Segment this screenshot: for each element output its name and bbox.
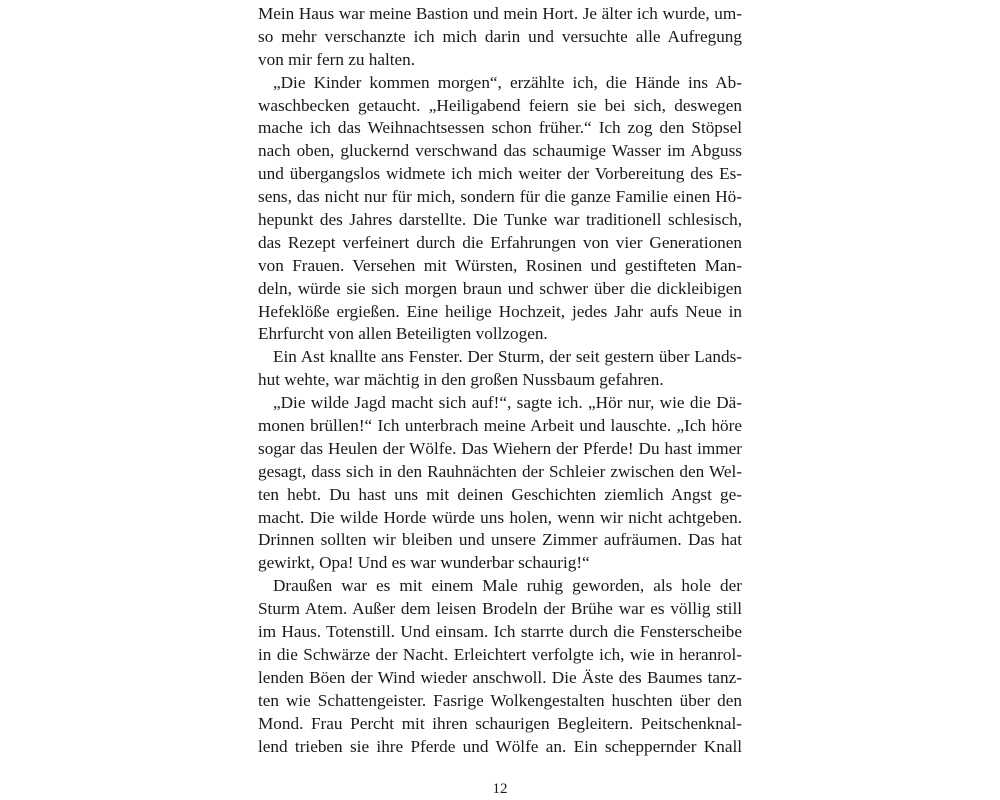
text-line: ten wie Schattengeister. Fasrige Wolkengestalten huschten über den bbox=[258, 690, 742, 710]
text-line: so mehr verschanzte ich mich darin und versuchte alle Aufregung bbox=[258, 26, 742, 46]
text-line: hepunkt des Jahres darstellte. Die Tunke war traditionell schlesisch, bbox=[258, 210, 742, 230]
paragraph-1 bbox=[258, 3, 742, 72]
text-line: mache ich das Weihnachtsessen schon früher.“ Ich zog den Stöpsel bbox=[258, 118, 742, 138]
text-line: Hefeklöße ergießen. Eine heilige Hochzeit, jedes Jahr aufs Neue in bbox=[258, 301, 742, 321]
text-line: gesagt, dass sich in den Rauhnächten der Schleier zwischen den Wel- bbox=[258, 461, 742, 481]
text-line: „Die wilde Jagd macht sich auf!“, sagte ich. „Hör nur, wie die Dä- bbox=[273, 393, 742, 413]
text-line: lenden Böen der Wind wieder anschwoll. Die Äste des Baumes tanz- bbox=[258, 667, 742, 687]
text-line: Ehrfurcht von allen Beteiligten vollzogen. bbox=[258, 324, 548, 344]
text-line: nach oben, gluckernd verschwand das schaumige Wasser im Abguss bbox=[258, 141, 742, 161]
text-line: monen brüllen!“ Ich unterbrach meine Arbeit und lauschte. „Ich höre bbox=[258, 416, 742, 436]
text-line: gewirkt, Opa! Und es war wunderbar schaurig!“ bbox=[258, 553, 590, 573]
text-line: hut wehte, war mächtig in den großen Nussbaum gefahren. bbox=[258, 370, 664, 390]
paragraph-2 bbox=[258, 72, 742, 347]
paragraph-3 bbox=[258, 346, 742, 392]
body-text bbox=[258, 3, 742, 758]
text-line: deln, würde sie sich morgen braun und schwer über die dickleibigen bbox=[258, 278, 742, 298]
text-line: „Die Kinder kommen morgen“, erzählte ich, die Hände ins Ab- bbox=[273, 72, 742, 92]
text-line: macht. Die wilde Horde würde uns holen, wenn wir nicht achtgeben. bbox=[258, 507, 742, 527]
paragraph-5 bbox=[258, 575, 742, 758]
text-line: in die Schwärze der Nacht. Erleichtert verfolgte ich, wie in heranrol- bbox=[258, 644, 742, 664]
text-line: das Rezept verfeinert durch die Erfahrungen von vier Generationen bbox=[258, 232, 742, 252]
text-line: und übergangslos widmete ich mich weiter der Vorbereitung des Es- bbox=[258, 164, 742, 184]
text-line: sens, das nicht nur für mich, sondern für die ganze Familie einen Hö- bbox=[258, 187, 742, 207]
text-line: Ein Ast knallte ans Fenster. Der Sturm, der seit gestern über Lands- bbox=[273, 347, 742, 367]
text-line: Mein Haus war meine Bastion und mein Hort. Je älter ich wurde, um- bbox=[258, 4, 742, 23]
text-line: lend trieben sie ihre Pferde und Wölfe an. Ein scheppernder Knall bbox=[258, 736, 742, 756]
text-line: von Frauen. Versehen mit Würsten, Rosinen und gestifteten Man- bbox=[258, 255, 742, 275]
text-line: Draußen war es mit einem Male ruhig geworden, als hole der bbox=[273, 576, 742, 596]
text-line: Drinnen sollten wir bleiben und unsere Zimmer aufräumen. Das hat bbox=[258, 530, 742, 550]
text-line: von mir fern zu halten. bbox=[258, 49, 416, 69]
text-line: waschbecken getaucht. „Heiligabend feiern sie bei sich, deswegen bbox=[258, 95, 742, 115]
page-number: 12 bbox=[492, 781, 508, 797]
paragraph-4 bbox=[258, 392, 742, 575]
text-line: im Haus. Totenstill. Und einsam. Ich starrte durch die Fensterscheibe bbox=[258, 622, 742, 642]
text-line: ten hebt. Du hast uns mit deinen Geschichten ziemlich Angst ge- bbox=[258, 484, 742, 504]
text-line: sogar das Heulen der Wölfe. Das Wiehern der Pferde! Du hast immer bbox=[258, 438, 742, 458]
text-line: Mond. Frau Percht mit ihren schaurigen Begleitern. Peitschenknal- bbox=[258, 713, 742, 733]
text-line: Sturm Atem. Außer dem leisen Brodeln der Brühe war es völlig still bbox=[258, 599, 742, 619]
